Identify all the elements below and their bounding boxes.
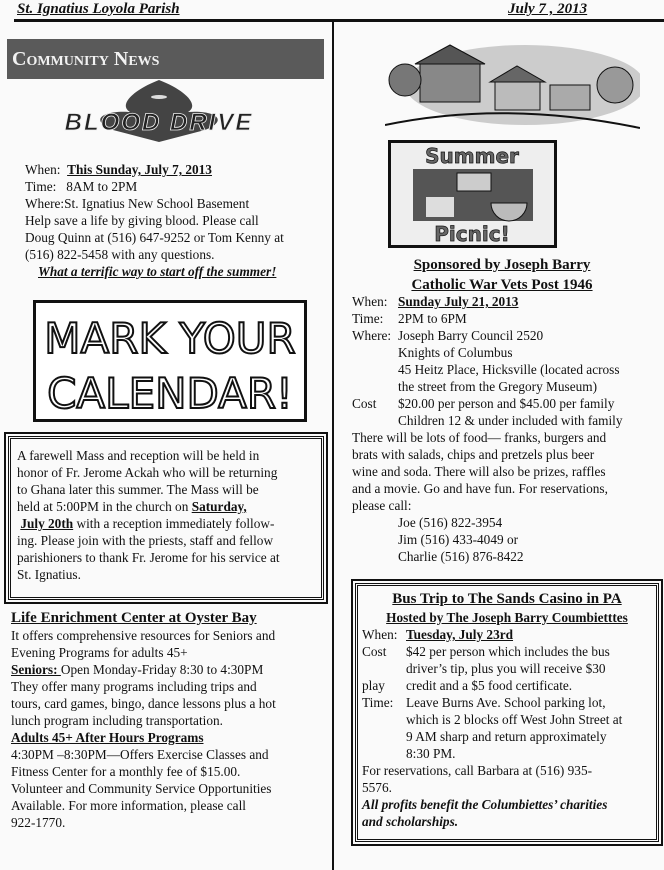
body-line: brats with salads, chips and pretzels plus beer: [352, 447, 595, 462]
body-line: A farewell Mass and reception will be held in: [17, 448, 260, 463]
sponsor-line: Sponsored by Joseph Barry: [413, 257, 591, 273]
body-line: There will be lots of food— franks, burgers and: [352, 430, 607, 445]
farewell-date: July 20th: [20, 516, 74, 531]
when-label: When:: [25, 162, 61, 177]
body-line: (516) 822-5458 with any questions.: [25, 247, 215, 262]
body-line: Volunteer and Community Service Opportunities: [11, 781, 272, 796]
body-line: ing. Please join with the priests, staff and fellow: [17, 533, 274, 548]
where-label: Where:: [352, 328, 392, 343]
reservation-line: For reservations, call Barbara at (516) 935-: [362, 763, 593, 778]
bus-trip-box: [355, 583, 659, 842]
body-line: It offers comprehensive resources for Seniors and: [11, 628, 276, 643]
mark-calendar-image: [33, 300, 307, 422]
body-line: lunch program including transportation.: [11, 713, 223, 728]
body-line: to Ghana later this summer. The Mass will be: [17, 482, 259, 497]
bus-trip-time: Leave Burns Ave. School parking lot,: [406, 695, 606, 710]
body-line: honor of Fr. Jerome Ackah who will be returning: [17, 465, 278, 480]
blood-drive-time: 8AM to 2PM: [66, 179, 138, 194]
contact: Jim (516) 433-4049 or: [398, 532, 519, 547]
bus-trip-cost: $42 per person which includes the bus: [406, 644, 610, 659]
body-line: with a reception immediately follow-: [73, 516, 275, 531]
picnic-cost: Children 12 & under included with family: [398, 413, 623, 428]
picnic-title-2: Picnic!: [434, 222, 510, 245]
time-label: Time:: [25, 179, 57, 194]
cost-label: Cost: [362, 644, 387, 659]
time-label: Time:: [352, 311, 384, 326]
bus-trip-title: Bus Trip to The Sands Casino in PA: [392, 591, 622, 607]
body-line: St. Ignatius.: [17, 567, 81, 582]
cost-label: Cost: [352, 396, 377, 411]
bus-trip-subtitle: Hosted by The Joseph Barry Coumbietttes: [386, 610, 628, 625]
body-line: parishioners to thank Fr. Jerome for his service at: [17, 550, 280, 565]
seniors-label: Seniors:: [11, 662, 61, 677]
bus-trip-time: 9 AM sharp and return approximately: [406, 729, 607, 744]
life-center-section: [11, 610, 276, 831]
section-title: Community News: [7, 39, 324, 79]
blood-drive-date: This Sunday, July 7, 2013: [67, 162, 212, 177]
time-label: Time:: [362, 695, 394, 710]
calendar-line-1: MARK YOUR: [44, 314, 296, 363]
picnic-location: Knights of Columbus: [398, 345, 513, 360]
picnic-cost: $20.00 per person and $45.00 per family: [398, 396, 615, 411]
body-line: Available. For more information, please call: [11, 798, 246, 813]
bus-trip-footer: and scholarships.: [362, 814, 459, 829]
body-line: 4:30PM –8:30PM—Offers Exercise Classes and: [11, 747, 269, 762]
contact: Joe (516) 822-3954: [398, 515, 503, 530]
seniors-hours: Open Monday-Friday 8:30 to 4:30PM: [60, 662, 264, 677]
picnic-time: 2PM to 6PM: [398, 311, 467, 326]
body-line: Help save a life by giving blood. Please call: [25, 213, 259, 228]
header-rule: [14, 19, 664, 22]
town-clipart: [385, 40, 640, 132]
bus-trip-footer: All profits benefit the Columbiettes’ charities: [362, 797, 608, 812]
play-label: play: [362, 678, 385, 693]
body-line: They offer many programs including trips and: [11, 679, 257, 694]
body-line: tours, card games, bingo, dance lessons plus a hot: [11, 696, 276, 711]
svg-text:BLOOD DRIVE: BLOOD DRIVE: [64, 109, 254, 136]
contact: Charlie (516) 876-8422: [398, 549, 524, 564]
bus-trip-cost: driver’s tip, plus you will receive $30: [406, 661, 606, 676]
body-line: held at 5:00PM in the church on: [17, 499, 192, 514]
picnic-location: Joseph Barry Council 2520: [398, 328, 544, 343]
column-divider: [332, 22, 334, 870]
parish-name: St. Ignatius Loyola Parish: [17, 1, 180, 17]
farewell-box: [8, 436, 324, 600]
adults-heading: Adults 45+ After Hours Programs: [11, 730, 204, 745]
reservation-line: 5576.: [362, 780, 392, 795]
bus-trip-date: Tuesday, July 23rd: [406, 627, 514, 642]
life-center-heading: Life Enrichment Center at Oyster Bay: [11, 610, 257, 626]
calendar-line-2: CALENDAR!: [47, 369, 293, 418]
picnic-sponsor: [340, 255, 664, 295]
when-label: When:: [362, 627, 398, 642]
picnic-details: [352, 293, 623, 565]
blood-drive-location: St. Ignatius New School Basement: [64, 196, 250, 211]
blood-drive-details: [25, 161, 284, 280]
picnic-location: 45 Heitz Place, Hicksville (located across: [398, 362, 620, 377]
body-line: please call:: [352, 498, 412, 513]
picnic-location: the street from the Gregory Museum): [398, 379, 598, 394]
body-line: wine and soda. There will also be prizes, raffles: [352, 464, 606, 479]
when-label: When:: [352, 294, 388, 309]
issue-date: July 7 , 2013: [508, 1, 588, 17]
body-line: Evening Programs for adults 45+: [11, 645, 188, 660]
body-line: and a movie. Go and have fun. For reservations,: [352, 481, 608, 496]
blood-drive-tagline: What a terrific way to start off the summer!: [38, 264, 277, 279]
sponsor-line: Catholic War Vets Post 1946: [411, 277, 593, 293]
picnic-date: Sunday July 21, 2013: [398, 294, 519, 309]
blood-drive-logo: [18, 80, 300, 142]
bus-trip-credit: credit and a $5 food certificate.: [406, 678, 573, 693]
summer-picnic-image: [388, 140, 557, 248]
bus-trip-time: 8:30 PM.: [406, 746, 456, 761]
where-label: Where:: [25, 196, 65, 211]
farewell-day: Saturday,: [191, 499, 247, 514]
body-line: Doug Quinn at (516) 647-9252 or Tom Kenny at: [25, 230, 284, 245]
bus-trip-time: which is 2 blocks off West John Street at: [406, 712, 623, 727]
picnic-title-1: Summer: [425, 144, 519, 168]
body-line: Fitness Center for a monthly fee of $15.00.: [11, 764, 241, 779]
body-line: 922-1770.: [11, 815, 66, 830]
